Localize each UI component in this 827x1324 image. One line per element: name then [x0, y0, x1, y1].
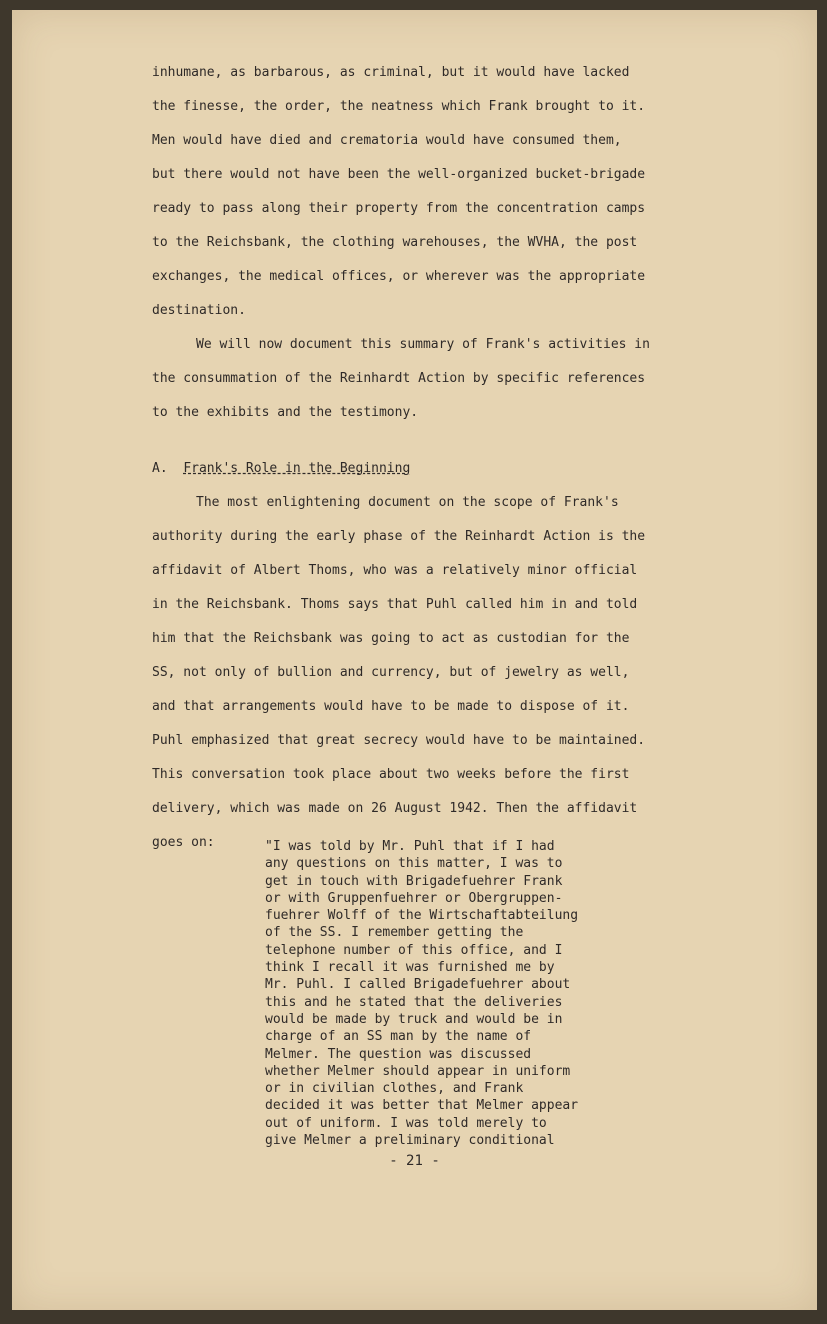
- text-line: authority during the early phase of the Reinhardt Action is the: [152, 529, 646, 544]
- text-line: exchanges, the medical offices, or wherever was the appropriate: [152, 269, 646, 284]
- quote-line: out of uniform. I was told merely to: [265, 1115, 547, 1131]
- quote-line: give Melmer a preliminary conditional: [265, 1133, 555, 1149]
- text-line: This conversation took place about two weeks before the first: [152, 767, 630, 782]
- quote-line: telephone number of this office, and I: [265, 942, 563, 958]
- text-line: Puhl emphasized that great secrecy would have to be maintained.: [152, 733, 646, 748]
- text-line: Men would have died and crematoria would have consumed them,: [152, 133, 622, 148]
- quote-line: this and he stated that the deliveries: [265, 994, 563, 1010]
- quote-line: any questions on this matter, I was to: [265, 856, 563, 872]
- text-line: The most enlightening document on the scope of Frank's: [196, 495, 619, 510]
- quote-line: or in civilian clothes, and Frank: [265, 1081, 524, 1097]
- quote-line: think I recall it was furnished me by: [265, 960, 555, 976]
- text-line: and that arrangements would have to be made to dispose of it.: [152, 699, 630, 714]
- page-number: - 21 -: [389, 1153, 440, 1169]
- quote-line: decided it was better that Melmer appear: [265, 1098, 579, 1114]
- quote-line: "I was told by Mr. Puhl that if I had: [265, 839, 555, 854]
- text-line: destination.: [152, 303, 246, 318]
- block-quote: [265, 838, 625, 1149]
- text-line: to the Reichsbank, the clothing warehouses, the WVHA, the post: [152, 235, 638, 250]
- section-heading: [152, 452, 712, 486]
- text-line: him that the Reichsbank was going to act as custodian for the: [152, 631, 630, 646]
- quote-line: or with Gruppenfuehrer or Obergruppen-: [265, 890, 563, 906]
- quote-line: would be made by truck and would be in: [265, 1011, 563, 1027]
- text-line: the consummation of the Reinhardt Action by specific references: [152, 371, 646, 386]
- text-line: We will now document this summary of Frank's activities in: [196, 337, 650, 352]
- text-line: delivery, which was made on 26 August 1942. Then the affidavit: [152, 801, 638, 816]
- body-text: [152, 56, 712, 860]
- quote-line: Melmer. The question was discussed: [265, 1046, 532, 1062]
- document-page: [12, 10, 817, 1310]
- quote-line: get in touch with Brigadefuehrer Frank: [265, 873, 563, 889]
- text-line: goes on:: [152, 835, 215, 850]
- text-line: inhumane, as barbarous, as criminal, but it would have lacked: [152, 65, 630, 80]
- text-line: affidavit of Albert Thoms, who was a relatively minor official: [152, 563, 638, 578]
- quote-line: charge of an SS man by the name of: [265, 1029, 532, 1045]
- quote-line: of the SS. I remember getting the: [265, 925, 524, 941]
- section-letter: A.: [152, 461, 168, 476]
- text-line: ready to pass along their property from the concentration camps: [152, 201, 646, 216]
- quote-line: Mr. Puhl. I called Brigadefuehrer about: [265, 977, 571, 993]
- text-line: the finesse, the order, the neatness which Frank brought to it.: [152, 99, 646, 114]
- text-line: to the exhibits and the testimony.: [152, 405, 419, 420]
- quote-line: fuehrer Wolff of the Wirtschaftabteilung: [265, 908, 579, 924]
- text-line: in the Reichsbank. Thoms says that Puhl called him in and told: [152, 597, 638, 612]
- text-line: SS, not only of bullion and currency, but of jewelry as well,: [152, 665, 630, 680]
- text-line: but there would not have been the well-organized bucket-brigade: [152, 167, 646, 182]
- quote-line: whether Melmer should appear in uniform: [265, 1063, 571, 1079]
- section-title: Frank's Role in the Beginning: [183, 461, 411, 476]
